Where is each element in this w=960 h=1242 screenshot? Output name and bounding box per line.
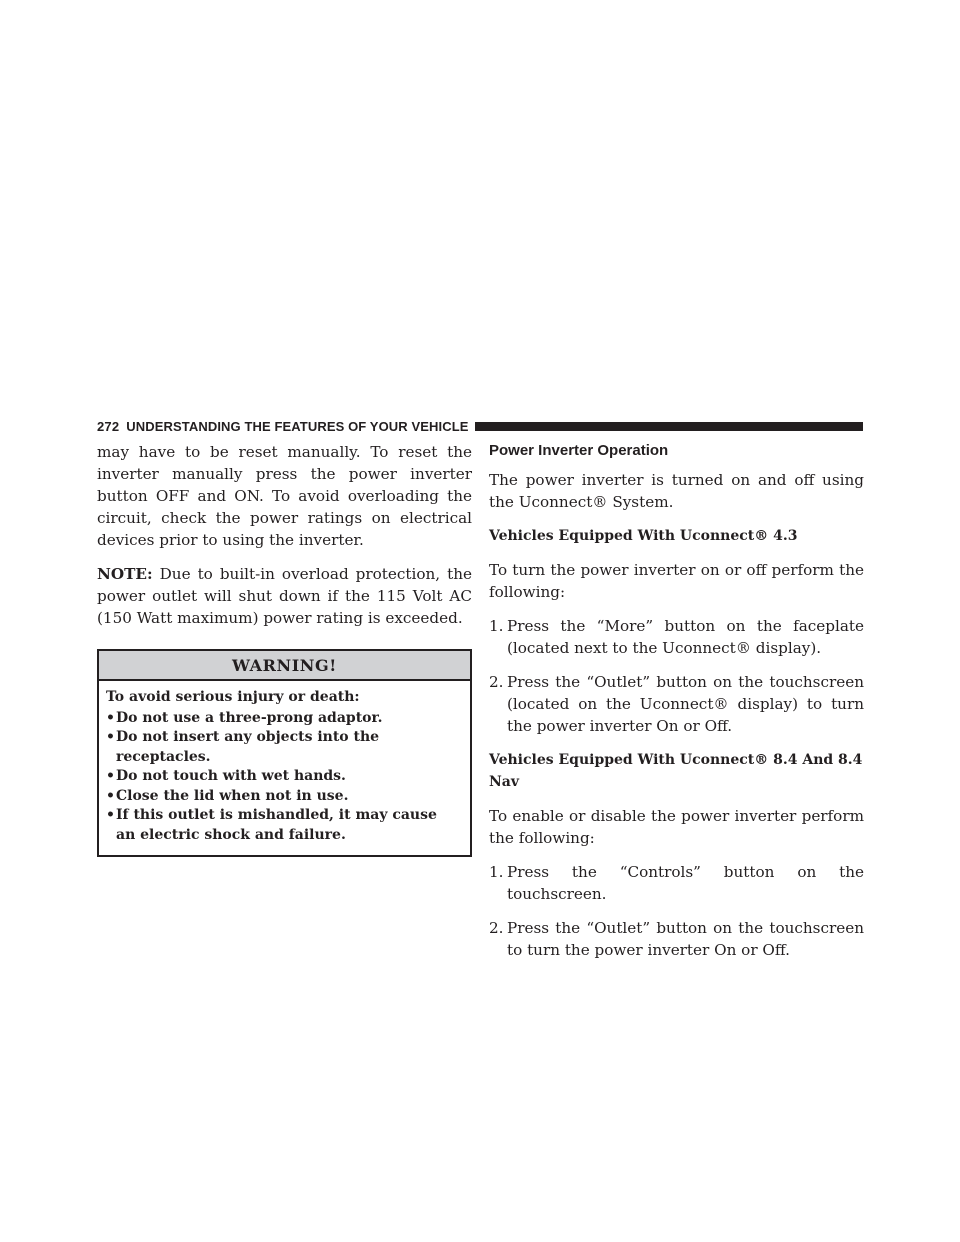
left-column [97, 441, 472, 857]
subheading-uconnect-84: Vehicles Equipped With Uconnect® 8.4 And 8.4 Nav [489, 752, 863, 790]
warning-item: • Close the lid when not in use. [106, 787, 461, 807]
section-heading: Power Inverter Operation [489, 442, 669, 459]
warning-box [97, 649, 472, 857]
steps-list [489, 861, 864, 961]
step-item: 2. Press the “Outlet” button on the touchscreen to turn the power inverter On or Off. [489, 919, 864, 959]
page-number: 272 [97, 418, 120, 434]
warning-item: • Do not touch with wet hands. [106, 767, 461, 787]
note-text: Due to built-in overload protection, the power outlet will shut down if the 115 Volt AC (150 Watt maximum) power rating is exceeded. [97, 565, 472, 627]
bullet-icon: • [106, 787, 115, 804]
reset-paragraph: may have to be reset manually. To reset the inverter manually press the power inverter button OFF and ON. To avoid overloading the circuit, check the power ratings on electrical devices prior to using the inverter. [97, 443, 472, 549]
warning-item: • If this outlet is mishandled, it may cause an electric shock and failure. [106, 806, 461, 845]
step-item: 2. Press the “Outlet” button on the touchscreen (located on the Uconnect® display) to turn the power inverter On or Off. [489, 673, 864, 735]
note-label: NOTE: [97, 565, 153, 583]
page-header [97, 420, 863, 432]
step-item: 1. Press the “Controls” button on the touchscreen. [489, 863, 864, 903]
bullet-icon: • [106, 729, 115, 745]
subheading-uconnect-43: Vehicles Equipped With Uconnect® 4.3 [489, 528, 798, 544]
section-title: UNDERSTANDING THE FEATURES OF YOUR VEHICLE [126, 418, 469, 434]
bullet-icon: • [106, 807, 115, 823]
warning-intro: To avoid serious injury or death: [106, 689, 360, 705]
bullet-icon: • [106, 768, 115, 784]
warning-item: • Do not insert any objects into the receptacles. [106, 728, 461, 767]
warning-item: • Do not use a three-prong adaptor. [106, 709, 461, 729]
warning-title: WARNING! [99, 651, 470, 681]
bullet-icon: • [106, 709, 115, 726]
step-item: 1. Press the “More” button on the faceplate (located next to the Uconnect® display). [489, 617, 864, 657]
intro-paragraph: The power inverter is turned on and off using the Uconnect® System. [489, 471, 864, 511]
header-rule [475, 422, 863, 431]
lead-paragraph: To turn the power inverter on or off perform the following: [489, 561, 864, 601]
right-column [489, 441, 864, 973]
lead-paragraph: To enable or disable the power inverter perform the following: [489, 807, 864, 847]
steps-list [489, 615, 864, 737]
warning-body [99, 681, 470, 855]
note-paragraph [97, 563, 472, 629]
